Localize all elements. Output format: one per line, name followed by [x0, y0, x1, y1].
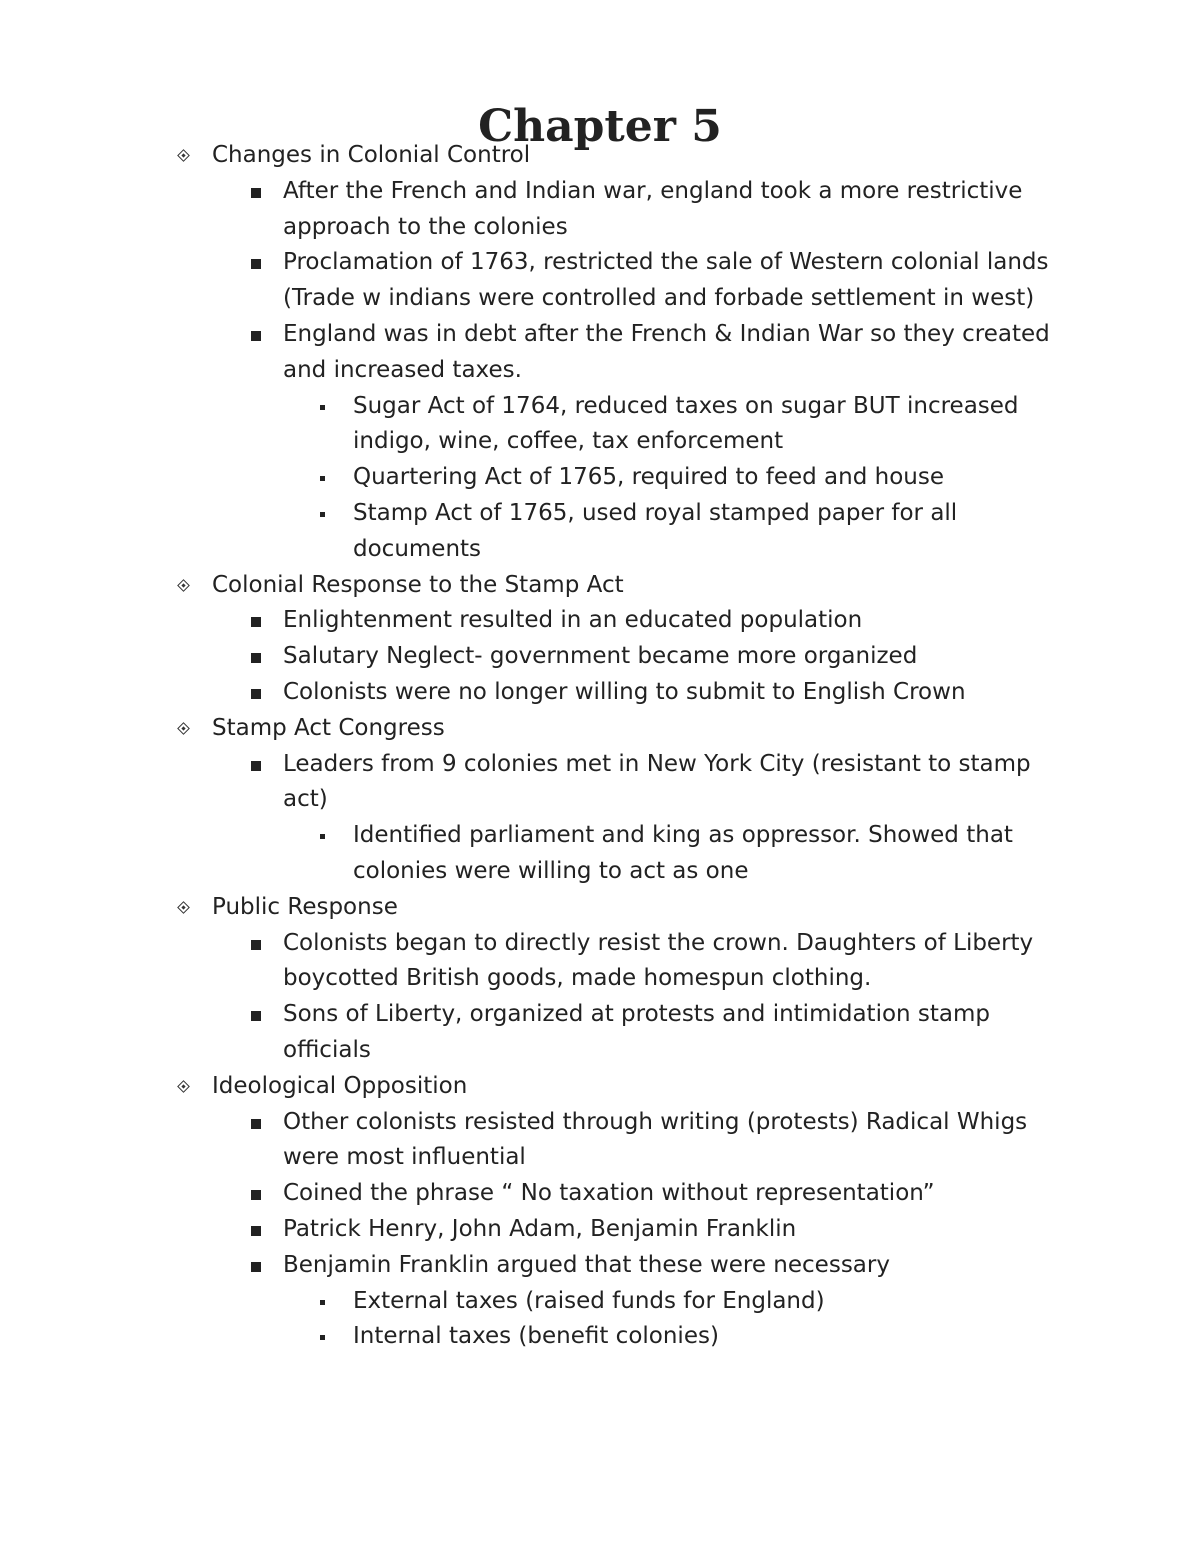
list-item-text: Proclamation of 1763, restricted the sale of Western colonial lands (Trade w indians were controlled and forbade settlement in west) — [283, 249, 1049, 312]
square-bullet-icon — [249, 1212, 263, 1248]
section-heading-text: Public Response — [212, 893, 398, 920]
diamond-bullet-icon — [176, 568, 192, 604]
diamond-bullet-icon — [176, 1069, 192, 1105]
section-heading — [0, 138, 1200, 174]
square-bullet-icon — [249, 675, 263, 711]
sub-list-item-text: Sugar Act of 1764, reduced taxes on sugar BUT increased indigo, wine, coffee, tax enforcement — [353, 392, 1019, 455]
sub-list-item-text: Quartering Act of 1765, required to feed and house — [353, 464, 945, 491]
square-bullet-icon — [249, 1176, 263, 1212]
list-item — [0, 317, 1200, 389]
list-item-text: After the French and Indian war, england took a more restrictive approach to the colonies — [283, 177, 1023, 240]
list-item-text: Other colonists resisted through writing (protests) Radical Whigs were most influential — [283, 1108, 1028, 1171]
square-bullet-icon — [249, 1248, 263, 1284]
list-item-text: Colonists were no longer willing to submit to English Crown — [283, 678, 966, 705]
square-bullet-icon — [249, 926, 263, 962]
sub-list-item — [0, 389, 1200, 461]
section-heading-text: Stamp Act Congress — [212, 714, 445, 741]
list-item — [0, 603, 1200, 639]
list-item — [0, 747, 1200, 819]
small-square-bullet-icon — [318, 496, 328, 532]
small-square-bullet-icon — [318, 389, 328, 425]
sub-list-item — [0, 460, 1200, 496]
list-item — [0, 1248, 1200, 1284]
square-bullet-icon — [249, 603, 263, 639]
diamond-bullet-icon — [176, 711, 192, 747]
list-item — [0, 1212, 1200, 1248]
section-heading — [0, 568, 1200, 604]
notes-outline — [0, 138, 1200, 1355]
list-item — [0, 997, 1200, 1069]
small-square-bullet-icon — [318, 1284, 328, 1320]
sub-list-item-text: Identified parliament and king as oppressor. Showed that colonies were willing to act as one — [353, 822, 1013, 884]
section-heading — [0, 711, 1200, 747]
list-item-text: Patrick Henry, John Adam, Benjamin Franklin — [283, 1215, 797, 1242]
list-item-text: Colonists began to directly resist the crown. Daughters of Liberty boycotted British goods, made homespun clothing. — [283, 929, 1034, 992]
sub-list-item-text: Internal taxes (benefit colonies) — [353, 1323, 719, 1350]
square-bullet-icon — [249, 317, 263, 353]
page-title: Chapter 5 — [478, 101, 722, 153]
list-item — [0, 639, 1200, 675]
section-heading — [0, 890, 1200, 926]
small-square-bullet-icon — [318, 818, 328, 854]
list-item — [0, 174, 1200, 246]
square-bullet-icon — [249, 174, 263, 210]
list-item-text: Salutary Neglect- government became more organized — [283, 643, 918, 670]
small-square-bullet-icon — [318, 1319, 328, 1355]
sub-list-item-text: Stamp Act of 1765, used royal stamped paper for all documents — [353, 499, 958, 562]
list-item — [0, 926, 1200, 998]
sub-list-item — [0, 496, 1200, 568]
square-bullet-icon — [249, 245, 263, 281]
square-bullet-icon — [249, 1105, 263, 1141]
list-item-text: England was in debt after the French & Indian War so they created and increased taxes. — [283, 320, 1050, 383]
sub-list-item — [0, 1284, 1200, 1320]
square-bullet-icon — [249, 997, 263, 1033]
list-item — [0, 675, 1200, 711]
diamond-bullet-icon — [176, 890, 192, 926]
diamond-bullet-icon — [176, 138, 192, 174]
section-heading-text: Changes in Colonial Control — [212, 142, 531, 168]
square-bullet-icon — [249, 747, 263, 783]
list-item — [0, 245, 1200, 317]
sub-list-item-text: External taxes (raised funds for England) — [353, 1287, 825, 1314]
list-item — [0, 1105, 1200, 1177]
section-heading-text: Colonial Response to the Stamp Act — [212, 571, 624, 598]
sub-list-item — [0, 1319, 1200, 1355]
list-item-text: Benjamin Franklin argued that these were necessary — [283, 1251, 890, 1278]
section-heading — [0, 1069, 1200, 1105]
section-heading-text: Ideological Opposition — [212, 1072, 468, 1099]
list-item-text: Sons of Liberty, organized at protests and intimidation stamp officials — [283, 1001, 991, 1063]
square-bullet-icon — [249, 639, 263, 675]
list-item-text: Enlightenment resulted in an educated population — [283, 607, 863, 634]
list-item-text: Leaders from 9 colonies met in New York City (resistant to stamp act) — [283, 750, 1031, 813]
small-square-bullet-icon — [318, 460, 328, 496]
sub-list-item — [0, 818, 1200, 890]
list-item-text: Coined the phrase “ No taxation without representation” — [283, 1180, 935, 1207]
list-item — [0, 1176, 1200, 1212]
